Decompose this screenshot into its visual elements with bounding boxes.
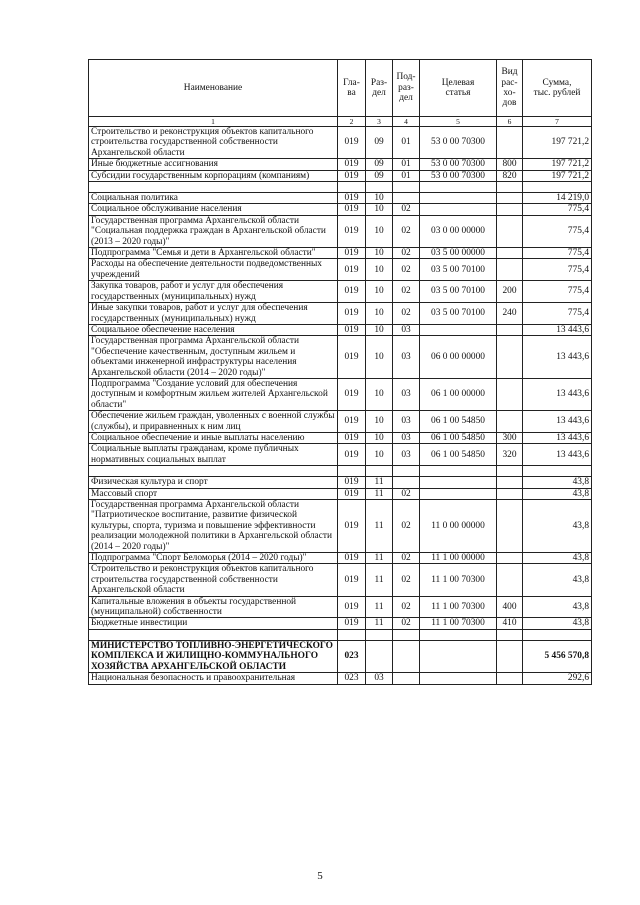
spacer-row: [89, 182, 592, 193]
table-row: [89, 193, 592, 204]
table-header-row: [89, 60, 592, 117]
cell-target: [420, 673, 497, 684]
cell-expense-type: [497, 204, 523, 215]
table-body: [89, 60, 592, 685]
cell-chapter: 019: [338, 193, 366, 204]
cell-expense-type: [497, 378, 523, 410]
table-row: [89, 553, 592, 564]
table-row: [89, 444, 592, 466]
cell-chapter: 019: [338, 432, 366, 443]
table-row: [89, 618, 592, 629]
cell-subsection: 03: [393, 378, 420, 410]
cell-name: Подпрограмма "Семья и дети в Архангельской области": [89, 248, 338, 259]
cell-name: Социальное обеспечение и иные выплаты населению: [89, 432, 338, 443]
cell-chapter: 019: [338, 444, 366, 466]
cell-target: 03 0 00 00000: [420, 215, 497, 247]
cell-chapter: 019: [338, 303, 366, 325]
cell-chapter: 019: [338, 127, 366, 159]
cell-name: Государственная программа Архангельской области "Патриотическое воспитание, развитие физической культуры, спорта, туризма и повышение эффективности реализации молодежной политики в Архангельской области (2014 – 2020 годы)": [89, 500, 338, 553]
cell-section: 09: [366, 170, 393, 181]
header-expense-type: Вид рас- хо- дов: [497, 60, 523, 117]
table-row: [89, 281, 592, 303]
cell-section: 10: [366, 324, 393, 335]
cell-subsection: [393, 477, 420, 488]
cell-expense-type: [497, 500, 523, 553]
empty-cell: [393, 466, 420, 477]
cell-expense-type: [497, 336, 523, 379]
cell-section: 10: [366, 204, 393, 215]
cell-sum: 775,4: [523, 248, 592, 259]
cell-section: 10: [366, 215, 393, 247]
empty-cell: [89, 466, 338, 477]
cell-name: Государственная программа Архангельской области "Социальная поддержка граждан в Архангельской области (2013 – 2020 годы)": [89, 215, 338, 247]
column-number-row: [89, 117, 592, 127]
cell-sum: 292,6: [523, 673, 592, 684]
cell-subsection: [393, 640, 420, 672]
cell-section: 10: [366, 336, 393, 379]
empty-cell: [523, 466, 592, 477]
empty-cell: [497, 466, 523, 477]
cell-chapter: 019: [338, 324, 366, 335]
cell-sum: 43,8: [523, 596, 592, 618]
table-row: [89, 488, 592, 499]
cell-expense-type: 800: [497, 159, 523, 170]
cell-section: 11: [366, 488, 393, 499]
empty-cell: [420, 182, 497, 193]
table-row: [89, 259, 592, 281]
table-row: [89, 640, 592, 672]
cell-target: 06 1 00 54850: [420, 411, 497, 433]
column-number: 5: [420, 117, 497, 127]
table-row: [89, 324, 592, 335]
empty-cell: [393, 629, 420, 640]
table-row: [89, 411, 592, 433]
table-row: [89, 204, 592, 215]
column-number: 2: [338, 117, 366, 127]
cell-subsection: 02: [393, 500, 420, 553]
cell-section: 11: [366, 477, 393, 488]
table-row: [89, 477, 592, 488]
cell-section: 10: [366, 411, 393, 433]
cell-name: Подпрограмма "Создание условий для обеспечения доступным и комфортным жильем жителей Архангельской области": [89, 378, 338, 410]
table-row: [89, 673, 592, 684]
empty-cell: [338, 629, 366, 640]
cell-sum: 14 219,0: [523, 193, 592, 204]
empty-cell: [497, 629, 523, 640]
cell-chapter: 019: [338, 378, 366, 410]
empty-cell: [523, 629, 592, 640]
cell-subsection: 03: [393, 324, 420, 335]
cell-name: Расходы на обеспечение деятельности подведомственных учреждений: [89, 259, 338, 281]
cell-target: [420, 193, 497, 204]
cell-sum: 13 443,6: [523, 378, 592, 410]
cell-expense-type: [497, 640, 523, 672]
cell-section: 10: [366, 248, 393, 259]
cell-expense-type: 320: [497, 444, 523, 466]
cell-sum: 13 443,6: [523, 432, 592, 443]
cell-sum: 775,4: [523, 215, 592, 247]
cell-name: Государственная программа Архангельской области "Обеспечение качественным, доступным жильем и объектами инженерной инфраструктуры населения Архангельской области (2014 – 2020 годы)": [89, 336, 338, 379]
cell-sum: 197 721,2: [523, 159, 592, 170]
empty-cell: [338, 182, 366, 193]
cell-expense-type: [497, 488, 523, 499]
cell-subsection: 02: [393, 596, 420, 618]
cell-subsection: 01: [393, 170, 420, 181]
cell-section: 10: [366, 432, 393, 443]
cell-name: Социальная политика: [89, 193, 338, 204]
cell-expense-type: [497, 673, 523, 684]
cell-target: 11 1 00 70300: [420, 618, 497, 629]
cell-chapter: 019: [338, 596, 366, 618]
cell-section: 10: [366, 444, 393, 466]
spacer-row: [89, 629, 592, 640]
cell-target: 03 5 00 70100: [420, 303, 497, 325]
table-row: [89, 170, 592, 181]
cell-chapter: 019: [338, 564, 366, 596]
empty-cell: [497, 182, 523, 193]
cell-chapter: 019: [338, 618, 366, 629]
header-name: Наименование: [89, 60, 338, 117]
header-target: Целевая статья: [420, 60, 497, 117]
cell-name: Закупка товаров, работ и услуг для обеспечения государственных (муниципальных) нужд: [89, 281, 338, 303]
cell-target: 03 5 00 70100: [420, 281, 497, 303]
cell-sum: 775,4: [523, 204, 592, 215]
cell-expense-type: 200: [497, 281, 523, 303]
cell-name: МИНИСТЕРСТВО ТОПЛИВНО-ЭНЕРГЕТИЧЕСКОГО КОМПЛЕКСА И ЖИЛИЩНО-КОММУНАЛЬНОГО ХОЗЯЙСТВА АРХАНГЕЛЬСКОЙ ОБЛАСТИ: [89, 640, 338, 672]
column-number: 3: [366, 117, 393, 127]
cell-subsection: 01: [393, 127, 420, 159]
cell-section: 09: [366, 127, 393, 159]
cell-subsection: 02: [393, 259, 420, 281]
cell-section: 10: [366, 281, 393, 303]
cell-subsection: 02: [393, 248, 420, 259]
header-section: Раз- дел: [366, 60, 393, 117]
cell-expense-type: [497, 127, 523, 159]
cell-name: Физическая культура и спорт: [89, 477, 338, 488]
cell-target: 06 1 00 00000: [420, 378, 497, 410]
empty-cell: [338, 466, 366, 477]
empty-cell: [420, 629, 497, 640]
cell-sum: 43,8: [523, 618, 592, 629]
cell-target: [420, 204, 497, 215]
cell-target: 53 0 00 70300: [420, 170, 497, 181]
cell-subsection: 03: [393, 411, 420, 433]
cell-section: 10: [366, 259, 393, 281]
cell-subsection: 02: [393, 564, 420, 596]
header-sum: Сумма, тыс. рублей: [523, 60, 592, 117]
cell-section: [366, 640, 393, 672]
cell-section: 10: [366, 303, 393, 325]
cell-expense-type: [497, 324, 523, 335]
cell-sum: 43,8: [523, 477, 592, 488]
cell-sum: 13 443,6: [523, 324, 592, 335]
table-row: [89, 215, 592, 247]
cell-name: Строительство и реконструкция объектов капитального строительства государственной собственности Архангельской области: [89, 127, 338, 159]
cell-name: Национальная безопасность и правоохранительная: [89, 673, 338, 684]
cell-expense-type: [497, 411, 523, 433]
cell-sum: 775,4: [523, 281, 592, 303]
column-number: 7: [523, 117, 592, 127]
cell-sum: 43,8: [523, 553, 592, 564]
cell-subsection: 02: [393, 488, 420, 499]
cell-chapter: 019: [338, 336, 366, 379]
cell-chapter: 019: [338, 248, 366, 259]
cell-chapter: 019: [338, 500, 366, 553]
cell-target: 03 5 00 00000: [420, 248, 497, 259]
column-number: 4: [393, 117, 420, 127]
cell-sum: 13 443,6: [523, 411, 592, 433]
cell-sum: 775,4: [523, 303, 592, 325]
cell-name: Обеспечение жильем граждан, уволенных с военной службы (службы), и приравненных к ним лиц: [89, 411, 338, 433]
cell-expense-type: 300: [497, 432, 523, 443]
cell-target: [420, 324, 497, 335]
cell-name: Субсидии государственным корпорациям (компаниям): [89, 170, 338, 181]
cell-section: 11: [366, 564, 393, 596]
cell-chapter: 019: [338, 553, 366, 564]
cell-section: 10: [366, 378, 393, 410]
table-row: [89, 378, 592, 410]
cell-sum: 13 443,6: [523, 336, 592, 379]
cell-subsection: 03: [393, 444, 420, 466]
page-number: 5: [317, 870, 323, 882]
cell-target: 11 1 00 70300: [420, 596, 497, 618]
empty-cell: [366, 466, 393, 477]
cell-subsection: 02: [393, 281, 420, 303]
cell-section: 03: [366, 673, 393, 684]
cell-expense-type: [497, 215, 523, 247]
cell-chapter: 019: [338, 159, 366, 170]
cell-target: 06 1 00 54850: [420, 432, 497, 443]
cell-sum: 197 721,2: [523, 127, 592, 159]
cell-target: 53 0 00 70300: [420, 159, 497, 170]
spacer-row: [89, 466, 592, 477]
table-row: [89, 303, 592, 325]
cell-target: 11 0 00 00000: [420, 500, 497, 553]
empty-cell: [366, 629, 393, 640]
cell-target: 11 1 00 70300: [420, 564, 497, 596]
cell-target: [420, 640, 497, 672]
cell-target: [420, 488, 497, 499]
cell-subsection: 01: [393, 159, 420, 170]
cell-chapter: 019: [338, 204, 366, 215]
cell-sum: 43,8: [523, 564, 592, 596]
cell-chapter: 019: [338, 281, 366, 303]
cell-expense-type: 410: [497, 618, 523, 629]
cell-sum: 197 721,2: [523, 170, 592, 181]
cell-chapter: 023: [338, 640, 366, 672]
cell-name: Иные бюджетные ассигнования: [89, 159, 338, 170]
cell-subsection: 02: [393, 204, 420, 215]
cell-chapter: 019: [338, 259, 366, 281]
cell-target: 11 1 00 00000: [420, 553, 497, 564]
table-row: [89, 432, 592, 443]
cell-name: Социальное обслуживание населения: [89, 204, 338, 215]
empty-cell: [366, 182, 393, 193]
cell-expense-type: [497, 477, 523, 488]
cell-expense-type: [497, 248, 523, 259]
cell-subsection: [393, 673, 420, 684]
cell-name: Массовый спорт: [89, 488, 338, 499]
cell-name: Строительство и реконструкция объектов капитального строительства государственной собственности Архангельской области: [89, 564, 338, 596]
table-row: [89, 159, 592, 170]
table-row: [89, 596, 592, 618]
cell-chapter: 019: [338, 411, 366, 433]
cell-name: Подпрограмма "Спорт Беломорья (2014 – 2020 годы)": [89, 553, 338, 564]
column-number: 1: [89, 117, 338, 127]
cell-section: 11: [366, 500, 393, 553]
table-row: [89, 248, 592, 259]
cell-expense-type: 820: [497, 170, 523, 181]
cell-name: Капитальные вложения в объекты государственной (муниципальной) собственности: [89, 596, 338, 618]
cell-name: Социальное обеспечение населения: [89, 324, 338, 335]
cell-section: 10: [366, 193, 393, 204]
cell-subsection: 03: [393, 336, 420, 379]
cell-section: 09: [366, 159, 393, 170]
cell-target: [420, 477, 497, 488]
cell-expense-type: [497, 193, 523, 204]
cell-subsection: 03: [393, 432, 420, 443]
cell-name: Иные закупки товаров, работ и услуг для обеспечения государственных (муниципальных) нужд: [89, 303, 338, 325]
cell-target: 53 0 00 70300: [420, 127, 497, 159]
cell-chapter: 023: [338, 673, 366, 684]
cell-expense-type: 240: [497, 303, 523, 325]
cell-target: 06 0 00 00000: [420, 336, 497, 379]
table-row: [89, 336, 592, 379]
header-chapter: Гла- ва: [338, 60, 366, 117]
cell-subsection: 02: [393, 303, 420, 325]
cell-expense-type: [497, 553, 523, 564]
cell-chapter: 019: [338, 170, 366, 181]
cell-chapter: 019: [338, 477, 366, 488]
cell-expense-type: [497, 259, 523, 281]
table-row: [89, 500, 592, 553]
cell-expense-type: 400: [497, 596, 523, 618]
cell-sum: 43,8: [523, 500, 592, 553]
budget-table: [88, 59, 592, 685]
table-row: [89, 127, 592, 159]
cell-target: 03 5 00 70100: [420, 259, 497, 281]
cell-name: Бюджетные инвестиции: [89, 618, 338, 629]
cell-subsection: 02: [393, 618, 420, 629]
cell-sum: 13 443,6: [523, 444, 592, 466]
cell-section: 11: [366, 618, 393, 629]
cell-chapter: 019: [338, 215, 366, 247]
cell-sum: 775,4: [523, 259, 592, 281]
cell-section: 11: [366, 553, 393, 564]
empty-cell: [89, 629, 338, 640]
empty-cell: [393, 182, 420, 193]
cell-chapter: 019: [338, 488, 366, 499]
cell-subsection: 02: [393, 553, 420, 564]
empty-cell: [89, 182, 338, 193]
cell-section: 11: [366, 596, 393, 618]
cell-subsection: [393, 193, 420, 204]
cell-sum: 5 456 570,8: [523, 640, 592, 672]
column-number: 6: [497, 117, 523, 127]
cell-name: Социальные выплаты гражданам, кроме публичных нормативных социальных выплат: [89, 444, 338, 466]
cell-subsection: 02: [393, 215, 420, 247]
empty-cell: [420, 466, 497, 477]
empty-cell: [523, 182, 592, 193]
cell-expense-type: [497, 564, 523, 596]
header-subsection: Под- раз- дел: [393, 60, 420, 117]
cell-target: 06 1 00 54850: [420, 444, 497, 466]
cell-sum: 43,8: [523, 488, 592, 499]
table-row: [89, 564, 592, 596]
